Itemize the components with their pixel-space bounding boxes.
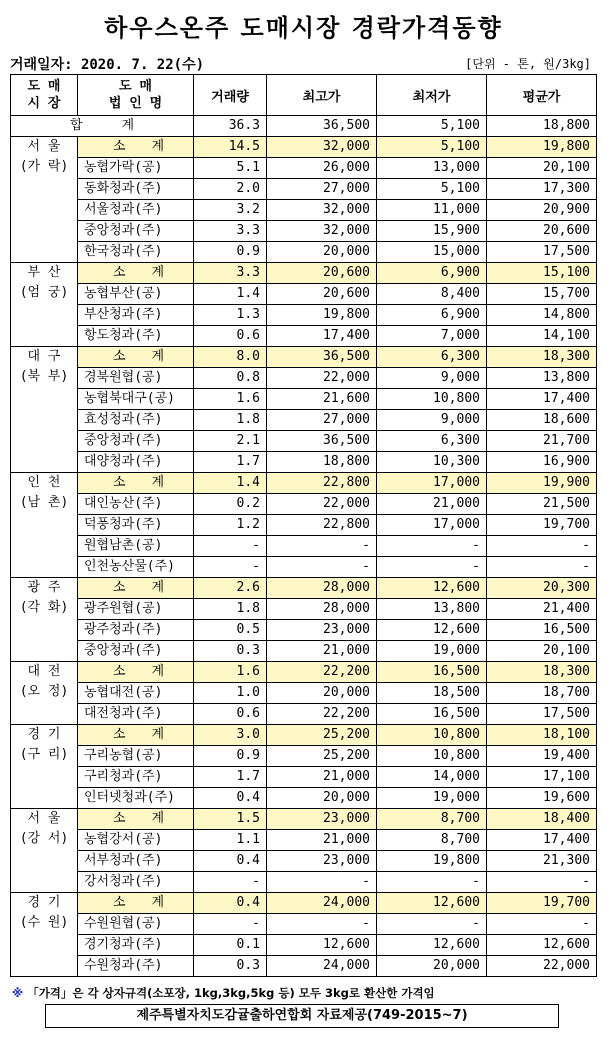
avg-price-cell: 18,300	[487, 347, 597, 368]
max-price-cell: 21,600	[267, 389, 377, 410]
min-price-cell: 19,800	[377, 851, 487, 872]
volume-cell: 1.3	[194, 305, 267, 326]
header-corp: 도 매 법 인 명	[78, 75, 194, 116]
min-price-cell: -	[377, 872, 487, 893]
volume-cell: 0.3	[194, 641, 267, 662]
market-name: 광 주 (각 화)	[11, 578, 78, 662]
table-row	[11, 914, 597, 935]
header-market: 도 매 시 장	[11, 75, 78, 116]
max-price-cell: 21,000	[267, 767, 377, 788]
volume-cell: 14.5	[194, 137, 267, 158]
min-price-cell: 20,000	[377, 956, 487, 977]
max-price-cell: 17,400	[267, 326, 377, 347]
min-price-cell: -	[377, 557, 487, 578]
volume-cell: 3.0	[194, 725, 267, 746]
avg-price-cell: 19,400	[487, 746, 597, 767]
min-price-cell: 9,000	[377, 410, 487, 431]
max-price-cell: 23,000	[267, 851, 377, 872]
corp-name: 광주원협(공)	[78, 599, 194, 620]
table-row	[11, 368, 597, 389]
volume-cell: 3.3	[194, 221, 267, 242]
min-price-cell: 15,000	[377, 242, 487, 263]
max-price-cell: 22,200	[267, 662, 377, 683]
avg-price-cell: -	[487, 536, 597, 557]
corp-name: 대양청과(주)	[78, 452, 194, 473]
max-price-cell: 36,500	[267, 431, 377, 452]
table-row	[11, 494, 597, 515]
table-row	[11, 851, 597, 872]
avg-price-cell: 22,000	[487, 956, 597, 977]
volume-cell: 1.1	[194, 830, 267, 851]
volume-cell: -	[194, 536, 267, 557]
avg-price-cell: 19,600	[487, 788, 597, 809]
avg-price-cell: -	[487, 872, 597, 893]
volume-cell: 2.1	[194, 431, 267, 452]
corp-name: 서부청과(주)	[78, 851, 194, 872]
volume-cell: 1.4	[194, 284, 267, 305]
subtotal-label: 소 계	[78, 893, 194, 914]
corp-name: 항도청과(주)	[78, 326, 194, 347]
max-price-cell: 12,600	[267, 935, 377, 956]
avg-price-cell: -	[487, 557, 597, 578]
corp-name: 농협대전(공)	[78, 683, 194, 704]
min-price-cell: 10,800	[377, 746, 487, 767]
corp-name: 수원청과(주)	[78, 956, 194, 977]
subtotal-row	[11, 809, 597, 830]
max-price-cell: 27,000	[267, 410, 377, 431]
max-price-cell: 27,000	[267, 179, 377, 200]
subtotal-label: 소 계	[78, 137, 194, 158]
avg-price-cell: 18,300	[487, 662, 597, 683]
avg-price-cell: 20,900	[487, 200, 597, 221]
max-price-cell: 22,200	[267, 704, 377, 725]
total-min: 5,100	[377, 116, 487, 137]
corp-name: 효성청과(주)	[78, 410, 194, 431]
volume-cell: 1.7	[194, 767, 267, 788]
subtotal-label: 소 계	[78, 263, 194, 284]
max-price-cell: 22,800	[267, 473, 377, 494]
corp-name: 농협북대구(공)	[78, 389, 194, 410]
avg-price-cell: 15,700	[487, 284, 597, 305]
max-price-cell: 19,800	[267, 305, 377, 326]
min-price-cell: 5,100	[377, 179, 487, 200]
volume-cell: 1.8	[194, 410, 267, 431]
corp-name: 농협가락(공)	[78, 158, 194, 179]
corp-name: 인터넷청과(주)	[78, 788, 194, 809]
avg-price-cell: 18,700	[487, 683, 597, 704]
trade-date: 거래일자: 2020. 7. 22(수)	[10, 57, 205, 73]
table-row	[11, 788, 597, 809]
min-price-cell: 6,900	[377, 305, 487, 326]
corp-name: 부산청과(주)	[78, 305, 194, 326]
avg-price-cell: 19,700	[487, 515, 597, 536]
volume-cell: 0.8	[194, 368, 267, 389]
min-price-cell: 10,800	[377, 389, 487, 410]
total-label: 합 계	[11, 116, 194, 137]
corp-name: 농협부산(공)	[78, 284, 194, 305]
subtotal-label: 소 계	[78, 725, 194, 746]
avg-price-cell: 18,100	[487, 725, 597, 746]
corp-name: 경북원협(공)	[78, 368, 194, 389]
max-price-cell: 32,000	[267, 137, 377, 158]
footnote-mark: ※	[12, 986, 24, 1000]
avg-price-cell: 16,500	[487, 620, 597, 641]
min-price-cell: 8,700	[377, 809, 487, 830]
avg-price-cell: 20,100	[487, 158, 597, 179]
volume-cell: -	[194, 872, 267, 893]
table-row	[11, 599, 597, 620]
total-row	[11, 116, 597, 137]
volume-cell: 5.1	[194, 158, 267, 179]
max-price-cell: 28,000	[267, 599, 377, 620]
corp-name: 대인농산(주)	[78, 494, 194, 515]
table-row	[11, 536, 597, 557]
total-avg: 18,800	[487, 116, 597, 137]
table-row	[11, 620, 597, 641]
avg-price-cell: 19,700	[487, 893, 597, 914]
table-row	[11, 284, 597, 305]
subtotal-row	[11, 725, 597, 746]
min-price-cell: 8,700	[377, 830, 487, 851]
max-price-cell: 26,000	[267, 158, 377, 179]
market-name: 경 기 (수 원)	[11, 893, 78, 977]
min-price-cell: 14,000	[377, 767, 487, 788]
max-price-cell: 28,000	[267, 578, 377, 599]
min-price-cell: 6,300	[377, 431, 487, 452]
subtotal-row	[11, 347, 597, 368]
min-price-cell: -	[377, 914, 487, 935]
volume-cell: 0.9	[194, 242, 267, 263]
volume-cell: 0.3	[194, 956, 267, 977]
volume-cell: -	[194, 914, 267, 935]
table-row	[11, 305, 597, 326]
price-table	[10, 74, 597, 977]
volume-cell: 3.3	[194, 263, 267, 284]
market-name: 부 산 (엄 궁)	[11, 263, 78, 347]
corp-name: 경기청과(주)	[78, 935, 194, 956]
table-row	[11, 935, 597, 956]
volume-cell: 0.6	[194, 704, 267, 725]
source-box: 제주특별자치도감귤출하연합회 자료제공(749-2015~7)	[45, 1004, 559, 1028]
corp-name: 중앙청과(주)	[78, 641, 194, 662]
market-name: 서 울 (가 락)	[11, 137, 78, 263]
max-price-cell: 21,000	[267, 830, 377, 851]
market-name: 대 전 (오 정)	[11, 662, 78, 725]
volume-cell: 0.6	[194, 326, 267, 347]
table-row	[11, 431, 597, 452]
table-row	[11, 641, 597, 662]
min-price-cell: 17,000	[377, 473, 487, 494]
min-price-cell: 21,000	[377, 494, 487, 515]
volume-cell: 2.0	[194, 179, 267, 200]
header-max: 최고가	[267, 75, 377, 116]
subtotal-row	[11, 662, 597, 683]
corp-name: 중앙청과(주)	[78, 221, 194, 242]
avg-price-cell: 20,300	[487, 578, 597, 599]
max-price-cell: 20,000	[267, 242, 377, 263]
max-price-cell: 25,200	[267, 725, 377, 746]
min-price-cell: 12,600	[377, 620, 487, 641]
volume-cell: 1.6	[194, 389, 267, 410]
max-price-cell: 23,000	[267, 809, 377, 830]
market-name: 경 기 (구 리)	[11, 725, 78, 809]
volume-cell: 0.4	[194, 893, 267, 914]
corp-name: 중앙청과(주)	[78, 431, 194, 452]
header-row	[11, 75, 597, 116]
volume-cell: 1.5	[194, 809, 267, 830]
table-row	[11, 158, 597, 179]
avg-price-cell: 21,700	[487, 431, 597, 452]
min-price-cell: 13,800	[377, 599, 487, 620]
unit-label: [단위 - 톤, 원/3kg]	[465, 57, 591, 71]
min-price-cell: 16,500	[377, 704, 487, 725]
volume-cell: 0.4	[194, 788, 267, 809]
subtotal-label: 소 계	[78, 347, 194, 368]
corp-name: 구리농협(공)	[78, 746, 194, 767]
volume-cell: 0.1	[194, 935, 267, 956]
table-row	[11, 767, 597, 788]
avg-price-cell: 13,800	[487, 368, 597, 389]
table-row	[11, 389, 597, 410]
max-price-cell: 24,000	[267, 893, 377, 914]
table-row	[11, 872, 597, 893]
min-price-cell: 12,600	[377, 578, 487, 599]
volume-cell: 1.7	[194, 452, 267, 473]
market-name: 인 천 (남 촌)	[11, 473, 78, 578]
corp-name: 광주청과(주)	[78, 620, 194, 641]
avg-price-cell: 21,300	[487, 851, 597, 872]
header-avg: 평균가	[487, 75, 597, 116]
volume-cell: 1.4	[194, 473, 267, 494]
max-price-cell: 24,000	[267, 956, 377, 977]
corp-name: 수원원협(공)	[78, 914, 194, 935]
volume-cell: 0.4	[194, 851, 267, 872]
max-price-cell: -	[267, 536, 377, 557]
corp-name: 서울청과(주)	[78, 200, 194, 221]
min-price-cell: 19,000	[377, 788, 487, 809]
avg-price-cell: 18,600	[487, 410, 597, 431]
volume-cell: 1.6	[194, 662, 267, 683]
avg-price-cell: 17,400	[487, 389, 597, 410]
corp-name: 강서청과(주)	[78, 872, 194, 893]
max-price-cell: 22,000	[267, 494, 377, 515]
subtotal-row	[11, 263, 597, 284]
max-price-cell: 22,800	[267, 515, 377, 536]
table-row	[11, 830, 597, 851]
max-price-cell: 21,000	[267, 641, 377, 662]
avg-price-cell: 17,500	[487, 242, 597, 263]
avg-price-cell: 21,500	[487, 494, 597, 515]
avg-price-cell: -	[487, 914, 597, 935]
volume-cell: 1.8	[194, 599, 267, 620]
total-max: 36,500	[267, 116, 377, 137]
subtotal-label: 소 계	[78, 578, 194, 599]
min-price-cell: 6,300	[377, 347, 487, 368]
avg-price-cell: 21,400	[487, 599, 597, 620]
max-price-cell: 23,000	[267, 620, 377, 641]
table-row	[11, 956, 597, 977]
corp-name: 한국청과(주)	[78, 242, 194, 263]
avg-price-cell: 20,600	[487, 221, 597, 242]
max-price-cell: 20,600	[267, 263, 377, 284]
avg-price-cell: 18,400	[487, 809, 597, 830]
table-row	[11, 557, 597, 578]
min-price-cell: 13,000	[377, 158, 487, 179]
max-price-cell: -	[267, 914, 377, 935]
table-row	[11, 515, 597, 536]
market-name: 서 울 (강 서)	[11, 809, 78, 893]
corp-name: 인천농산물(주)	[78, 557, 194, 578]
page-title: 하우스온주 도매시장 경락가격동향	[104, 14, 503, 42]
max-price-cell: 20,600	[267, 284, 377, 305]
subtotal-label: 소 계	[78, 662, 194, 683]
footnote-text: 「가격」은 각 상자규격(소포장, 1kg,3kg,5kg 등) 모두 3kg로 환산한 가격임	[27, 986, 435, 1000]
table-row	[11, 410, 597, 431]
min-price-cell: 10,300	[377, 452, 487, 473]
total-volume: 36.3	[194, 116, 267, 137]
avg-price-cell: 20,100	[487, 641, 597, 662]
avg-price-cell: 12,600	[487, 935, 597, 956]
min-price-cell: 9,000	[377, 368, 487, 389]
subtotal-label: 소 계	[78, 809, 194, 830]
avg-price-cell: 17,500	[487, 704, 597, 725]
max-price-cell: 25,200	[267, 746, 377, 767]
volume-cell: 0.5	[194, 620, 267, 641]
avg-price-cell: 19,900	[487, 473, 597, 494]
table-row	[11, 746, 597, 767]
corp-name: 덕풍청과(주)	[78, 515, 194, 536]
subtotal-row	[11, 137, 597, 158]
avg-price-cell: 14,800	[487, 305, 597, 326]
table-row	[11, 704, 597, 725]
subtotal-row	[11, 578, 597, 599]
min-price-cell: 6,900	[377, 263, 487, 284]
min-price-cell: 19,000	[377, 641, 487, 662]
volume-cell: 2.6	[194, 578, 267, 599]
avg-price-cell: 19,800	[487, 137, 597, 158]
volume-cell: -	[194, 557, 267, 578]
min-price-cell: 11,000	[377, 200, 487, 221]
table-row	[11, 200, 597, 221]
table-row	[11, 221, 597, 242]
avg-price-cell: 15,100	[487, 263, 597, 284]
min-price-cell: 10,800	[377, 725, 487, 746]
volume-cell: 1.2	[194, 515, 267, 536]
min-price-cell: 7,000	[377, 326, 487, 347]
volume-cell: 1.0	[194, 683, 267, 704]
table-row	[11, 242, 597, 263]
corp-name: 원협남촌(공)	[78, 536, 194, 557]
max-price-cell: 36,500	[267, 347, 377, 368]
avg-price-cell: 17,300	[487, 179, 597, 200]
corp-name: 동화청과(주)	[78, 179, 194, 200]
subtotal-label: 소 계	[78, 473, 194, 494]
min-price-cell: 17,000	[377, 515, 487, 536]
volume-cell: 8.0	[194, 347, 267, 368]
volume-cell: 3.2	[194, 200, 267, 221]
min-price-cell: 12,600	[377, 935, 487, 956]
table-row	[11, 452, 597, 473]
header-volume: 거래량	[194, 75, 267, 116]
subtotal-row	[11, 473, 597, 494]
avg-price-cell: 14,100	[487, 326, 597, 347]
max-price-cell: 32,000	[267, 221, 377, 242]
max-price-cell: 20,000	[267, 788, 377, 809]
volume-cell: 0.2	[194, 494, 267, 515]
min-price-cell: 15,900	[377, 221, 487, 242]
corp-name: 농협강서(공)	[78, 830, 194, 851]
min-price-cell: 5,100	[377, 137, 487, 158]
footnote	[12, 985, 435, 1001]
min-price-cell: 16,500	[377, 662, 487, 683]
max-price-cell: -	[267, 872, 377, 893]
table-row	[11, 179, 597, 200]
min-price-cell: 8,400	[377, 284, 487, 305]
table-row	[11, 683, 597, 704]
subtotal-row	[11, 893, 597, 914]
max-price-cell: 20,000	[267, 683, 377, 704]
min-price-cell: 18,500	[377, 683, 487, 704]
corp-name: 구리청과(주)	[78, 767, 194, 788]
avg-price-cell: 17,400	[487, 830, 597, 851]
max-price-cell: -	[267, 557, 377, 578]
market-name: 대 구 (북 부)	[11, 347, 78, 473]
avg-price-cell: 17,100	[487, 767, 597, 788]
table-row	[11, 326, 597, 347]
corp-name: 대전청과(주)	[78, 704, 194, 725]
avg-price-cell: 16,900	[487, 452, 597, 473]
max-price-cell: 18,800	[267, 452, 377, 473]
min-price-cell: -	[377, 536, 487, 557]
max-price-cell: 22,000	[267, 368, 377, 389]
max-price-cell: 32,000	[267, 200, 377, 221]
volume-cell: 0.9	[194, 746, 267, 767]
header-min: 최저가	[377, 75, 487, 116]
min-price-cell: 12,600	[377, 893, 487, 914]
